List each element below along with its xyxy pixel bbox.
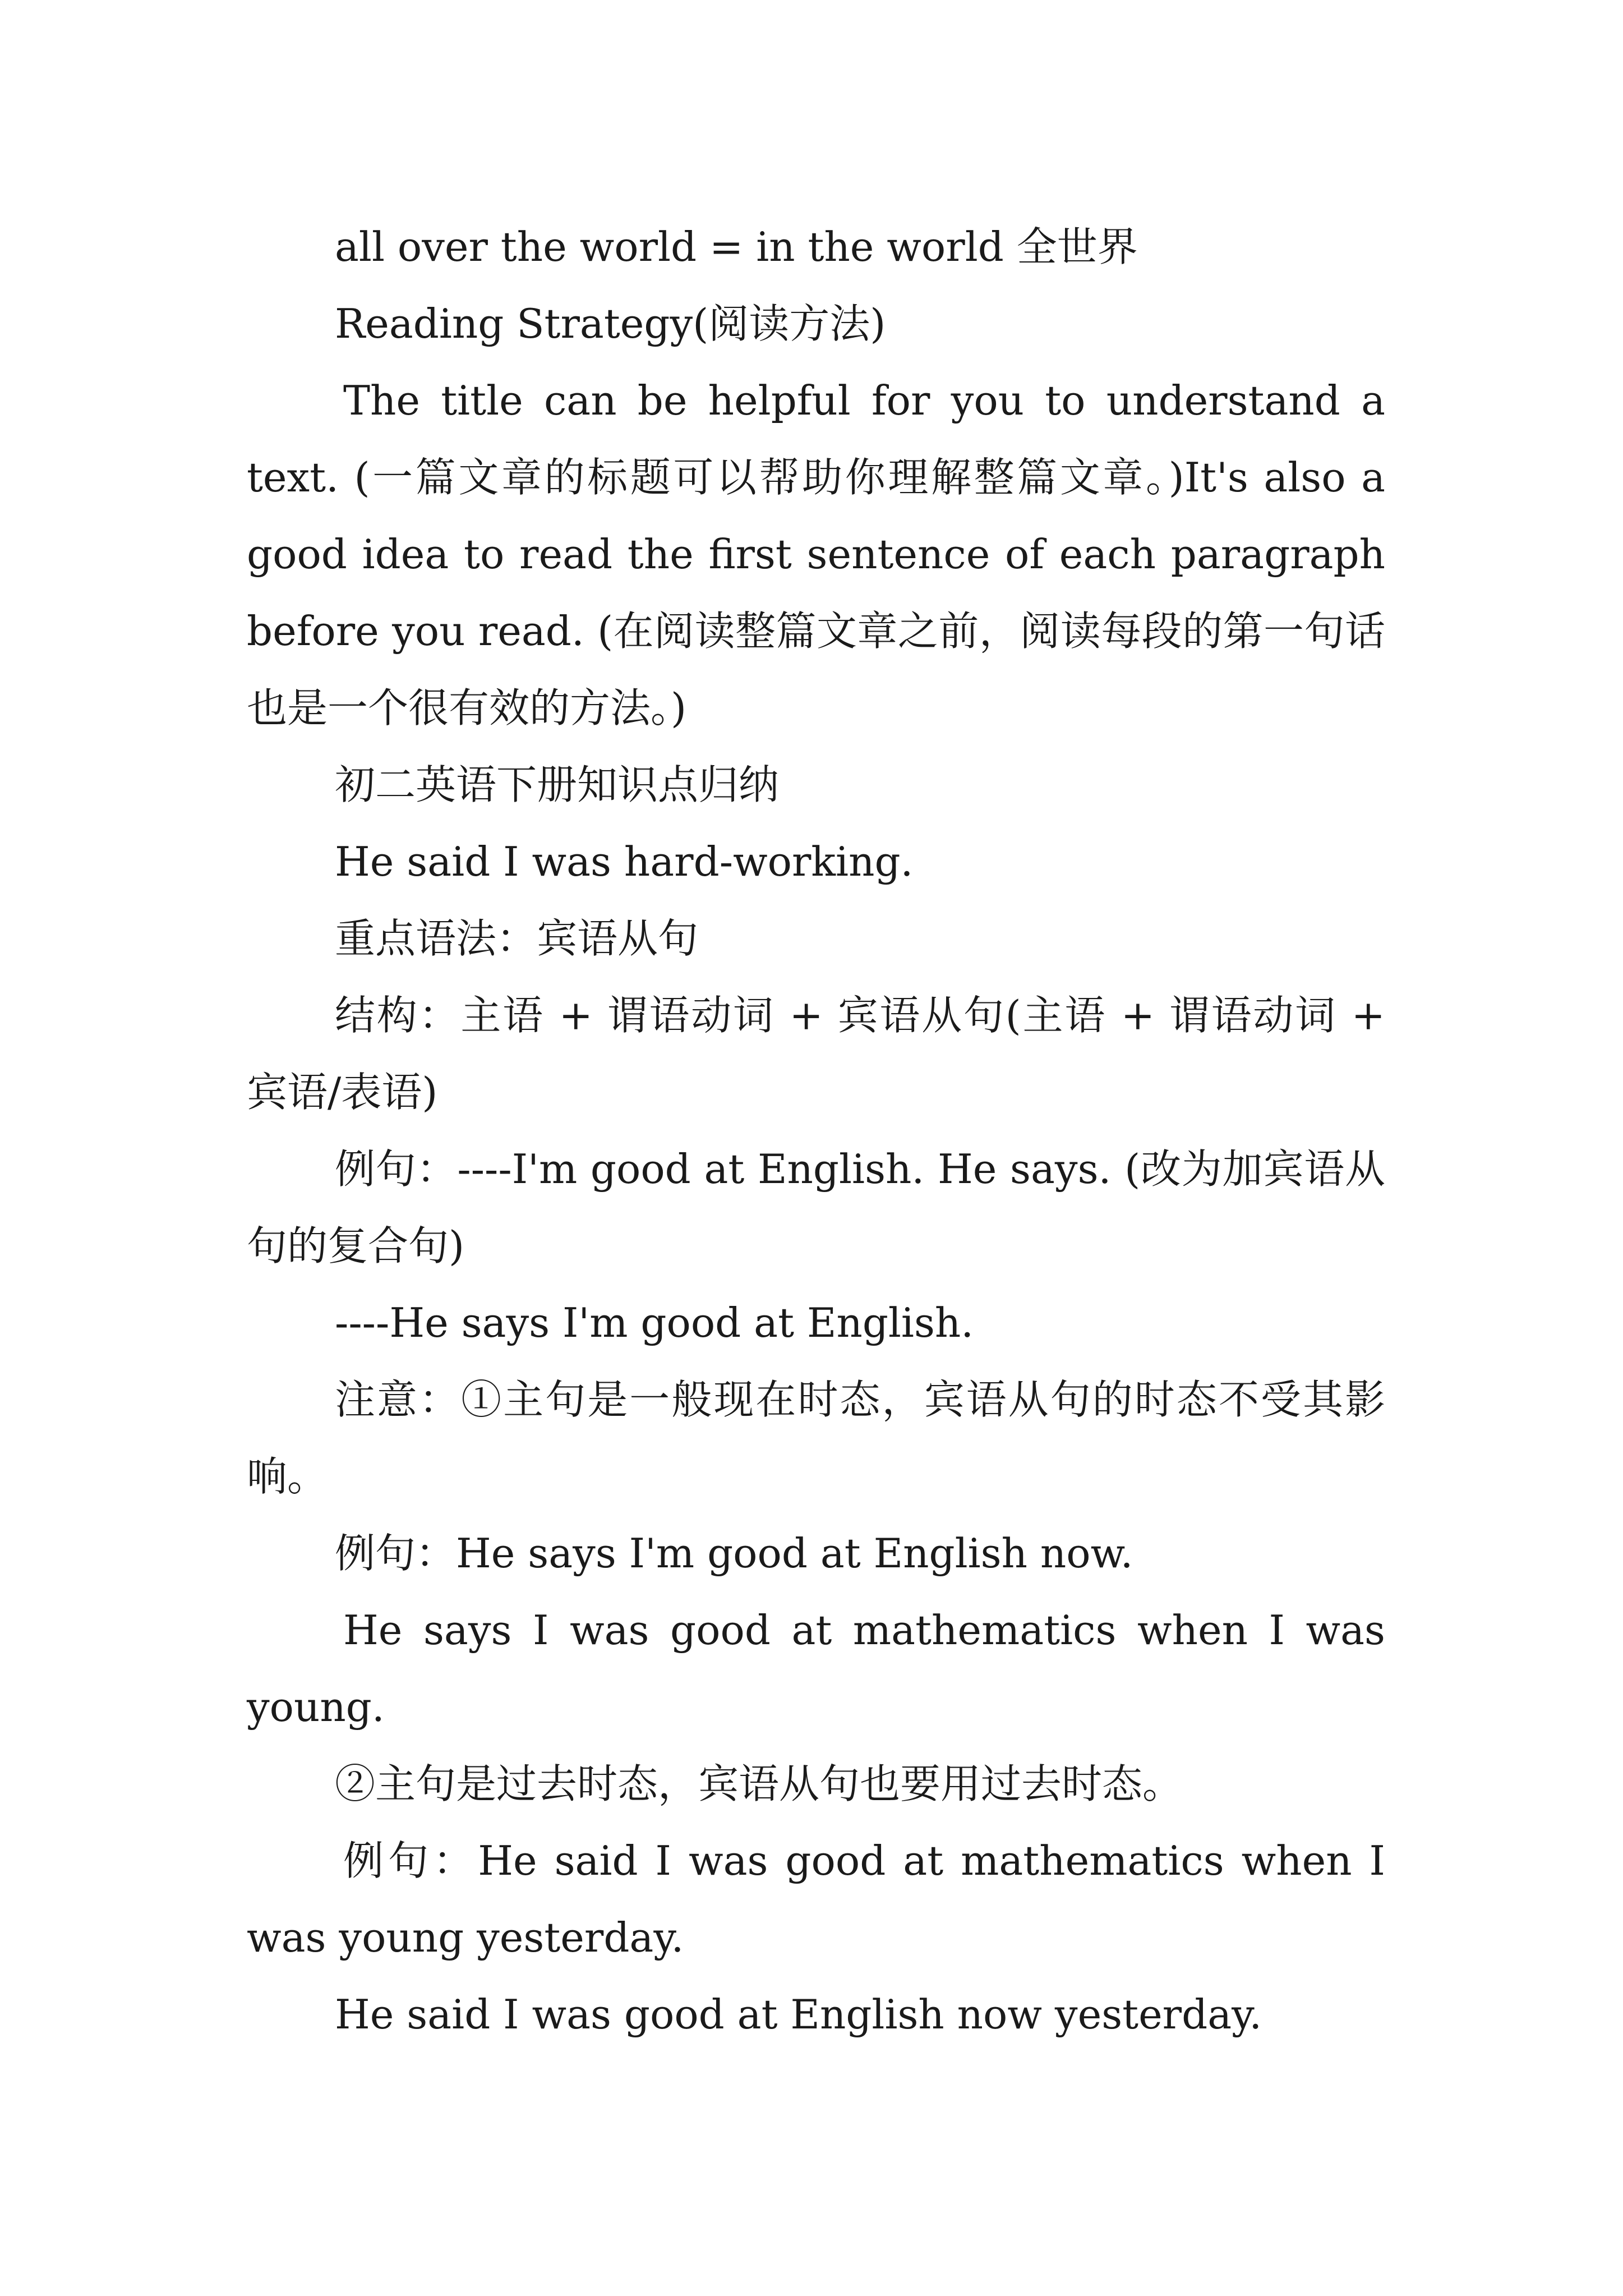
- grammar-heading: 重点语法：宾语从句: [335, 915, 699, 962]
- paragraph-structure: 结构：主语 + 谓语动词 + 宾语从句(主语 + 谓语动词 + 宾语/表语): [247, 992, 1385, 1116]
- paragraph-example-1-answer: ----He says I'm good at English.: [335, 1299, 974, 1346]
- paragraph-reading-strategy: Reading Strategy(阅读方法): [335, 300, 886, 347]
- paragraph-example-3-cont: He said I was good at English now yesterday.: [335, 1991, 1262, 2038]
- paragraph-note-2: ②主句是过去时态，宾语从句也要用过去时态。: [335, 1760, 1183, 1807]
- paragraph-example-2-cont: He says I was good at mathematics when I was young.: [247, 1607, 1385, 1731]
- paragraph-example-2: 例句：He says I'm good at English now.: [335, 1530, 1133, 1577]
- paragraph-hard-working: He said I was hard-working.: [335, 838, 914, 885]
- paragraph-example-1: 例句：----I'm good at English. He says. (改为加宾语从句的复合句): [247, 1145, 1385, 1269]
- paragraph-example-3: 例句：He said I was good at mathematics when I was young yesterday.: [247, 1837, 1385, 1961]
- section-heading: 初二英语下册知识点归纳: [335, 761, 780, 808]
- document-body: [247, 209, 1385, 2053]
- paragraph-title-helpful: The title can be helpful for you to understand a text. (一篇文章的标题可以帮助你理解整篇文章。)It's also a good idea to read the first sentence of each paragraph before you read. (在阅读整篇文章之前，阅读每段的第一句话也是一个很有效的方法。): [247, 377, 1385, 731]
- paragraph-note-1: 注意：①主句是一般现在时态，宾语从句的时态不受其影响。: [247, 1376, 1385, 1500]
- paragraph-all-over-the-world: all over the world = in the world 全世界: [335, 223, 1138, 270]
